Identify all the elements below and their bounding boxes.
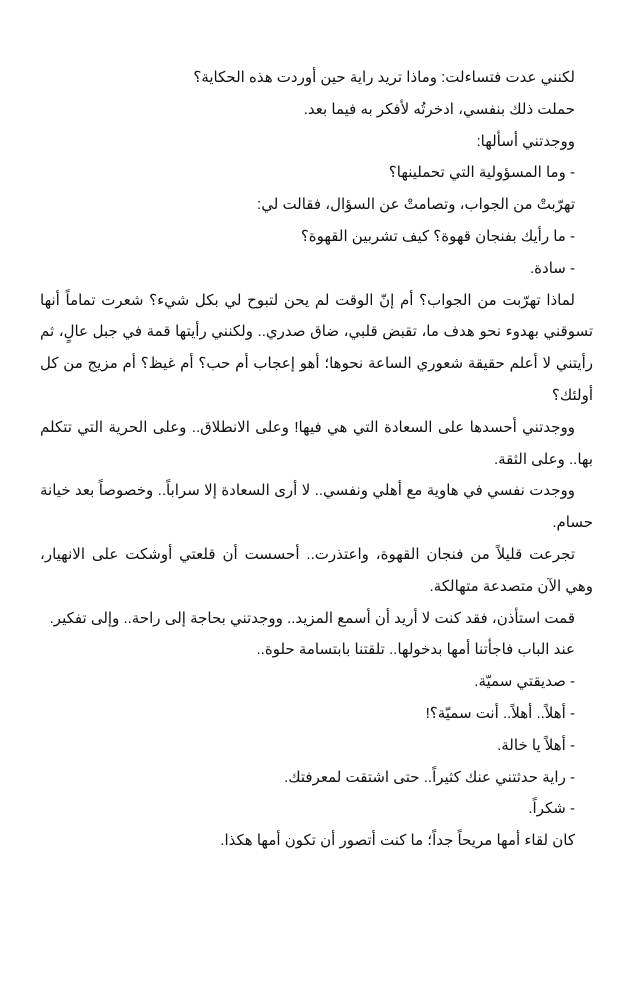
paragraph-2: حملت ذلك بنفسي، ادخرتُه لأفكر به فيما بعد. xyxy=(303,100,575,118)
dialogue-line-5: - أهلاً.. أهلاً.. أنت سميّة؟! xyxy=(425,704,575,722)
dialogue-line-4: - صديقتي سميّة. xyxy=(474,673,575,691)
paragraph-5: لماذا تهرّبت من الجواب؟ أم إنّ الوقت لم يحن لتبوح لي بكل شيء؟ شعرت تماماً أنها تسوقني بهدوء نحو هدف ما، تقبض قلبي، ضاق صدري.. ولكنني رأيتها قمة في جبل عالٍ، ثم رأيتني لا أعلم حقيقة شعوري الساعة نحوها؛ أهو إعجاب أم حب؟ أم غيظ؟ أم مزيج من كل أولئك؟ xyxy=(40,291,593,404)
paragraph-1: لكنني عدت فتساءلت: وماذا تريد راية حين أوردت هذه الحكاية؟ xyxy=(193,69,575,86)
dialogue-line-3: - سادة. xyxy=(529,259,575,277)
dialogue-line-1: - وما المسؤولية التي تحملينها؟ xyxy=(388,164,575,182)
paragraph-10: عند الباب فاجأتنا أمها بدخولها.. تلقتنا بابتسامة حلوة.. xyxy=(256,641,575,659)
dialogue-line-8: - شكراً. xyxy=(528,800,575,818)
paragraph-6: ووجدتني أحسدها على السعادة التي هي فيها! وعلى الانطلاق.. وعلى الحرية التي تتكلم بها.. وعلى الثقة. xyxy=(40,418,593,468)
dialogue-line-7: - راية حدثتني عنك كثيراً.. حتى اشتقت لمعرفتك. xyxy=(284,768,575,786)
paragraph-7: ووجدت نفسي في هاوية مع أهلي ونفسي.. لا أرى السعادة إلا سراباً.. وخصوصاً بعد خيانة حسام. xyxy=(40,482,593,532)
dialogue-line-2: - ما رأيك بفنجان قهوة؟ كيف تشربين القهوة؟ xyxy=(300,227,575,245)
paragraph-4: تهرّبتْ من الجواب، وتصامتْ عن السؤال، فقالت لي: xyxy=(257,196,575,214)
paragraph-3: ووجدتني أسألها: xyxy=(476,132,575,150)
dialogue-line-6: - أهلاً يا خالة. xyxy=(497,736,575,754)
paragraph-9: قمت استأذن، فقد كنت لا أريد أن أسمع المزيد.. ووجدتني بحاجة إلى راحة.. وإلى تفكير. xyxy=(49,609,575,627)
paragraph-8: تجرعت قليلاً من فنجان القهوة، واعتذرت.. أحسست أن قلعتي أوشكت على الانهيار، وهي الآن متصدعة متهالكة. xyxy=(40,545,593,595)
paragraph-11: كان لقاء أمها مريحاً جداً؛ ما كنت أتصور أن تكون أمها هكذا. xyxy=(220,832,575,850)
story-text-block xyxy=(40,62,593,857)
